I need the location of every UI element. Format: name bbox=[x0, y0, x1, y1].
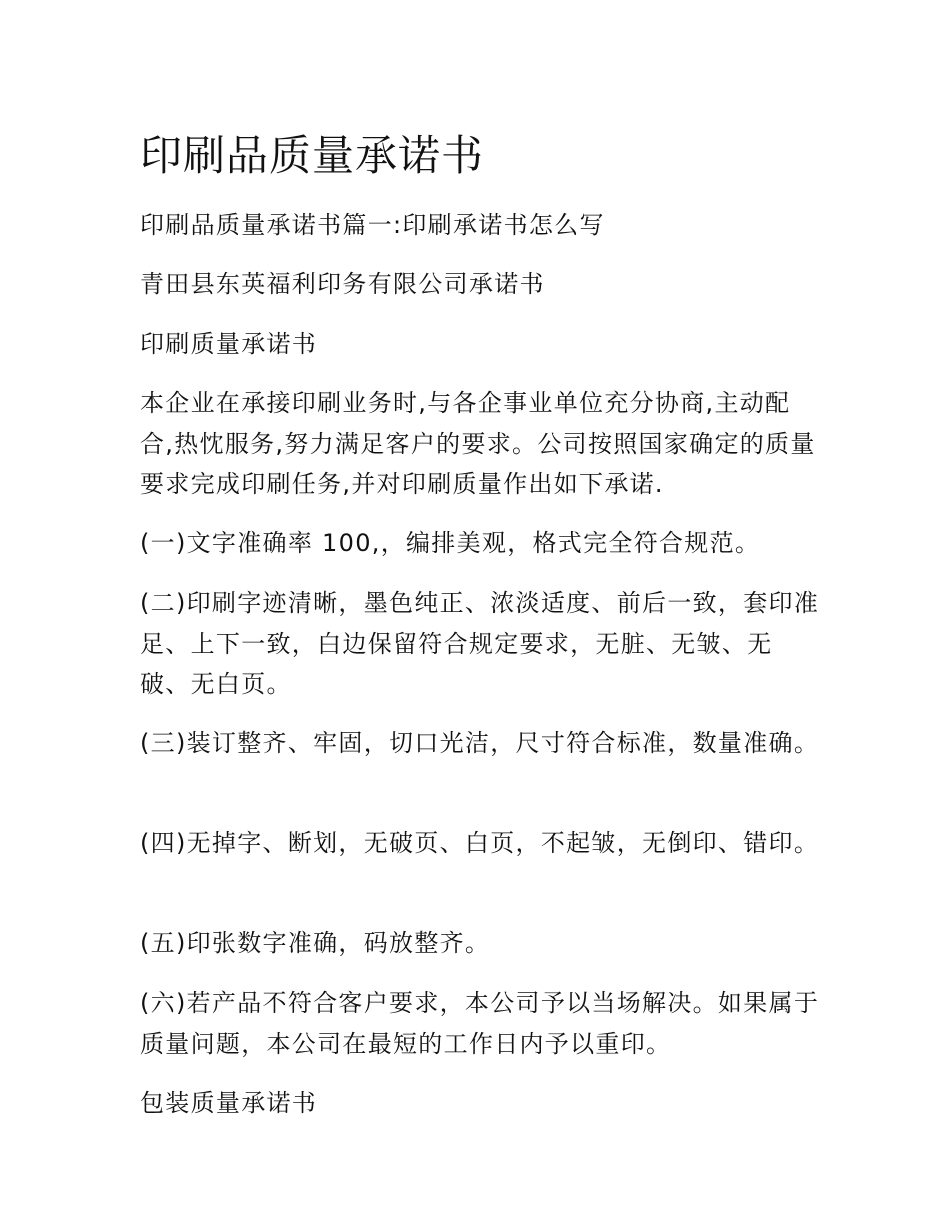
paragraph-item-1: (一)文字准确率 100,，编排美观，格式完全符合规范。 bbox=[140, 529, 761, 557]
paragraph-intro: 本企业在承接印刷业务时,与各企事业单位充分协商,主动配合,热忱服务,努力满足客户的要求。公司按照国家确定的质量要求完成印刷任务,并对印刷质量作出如下承诺. bbox=[140, 389, 816, 498]
paragraph-item-6: (六)若产品不符合客户要求，本公司予以当场解决。如果属于质量问题，本公司在最短的工作日内予以重印。 bbox=[140, 989, 820, 1058]
paragraph-item-2: (二)印刷字迹清晰，墨色纯正、浓淡适度、前后一致，套印准足、上下一致，白边保留符合规定要求，无脏、无皱、无破、无白页。 bbox=[140, 589, 820, 698]
paragraph-section-heading: 印刷质量承诺书 bbox=[140, 330, 318, 358]
paragraph-item-4: (四)无掉字、断划，无破页、白页，不起皱，无倒印、错印。 bbox=[140, 829, 820, 857]
paragraph-company-name: 青田县东英福利印务有限公司承诺书 bbox=[140, 270, 545, 298]
document-title: 印刷品质量承诺书 bbox=[140, 131, 485, 180]
paragraph-item-3: (三)装订整齐、牢固，切口光洁，尺寸符合标准，数量准确。 bbox=[140, 729, 820, 757]
paragraph-item-5: (五)印张数字准确，码放整齐。 bbox=[140, 929, 491, 957]
paragraph-subtitle: 印刷品质量承诺书篇一:印刷承诺书怎么写 bbox=[140, 211, 605, 239]
paragraph-packaging-heading: 包装质量承诺书 bbox=[140, 1089, 318, 1117]
